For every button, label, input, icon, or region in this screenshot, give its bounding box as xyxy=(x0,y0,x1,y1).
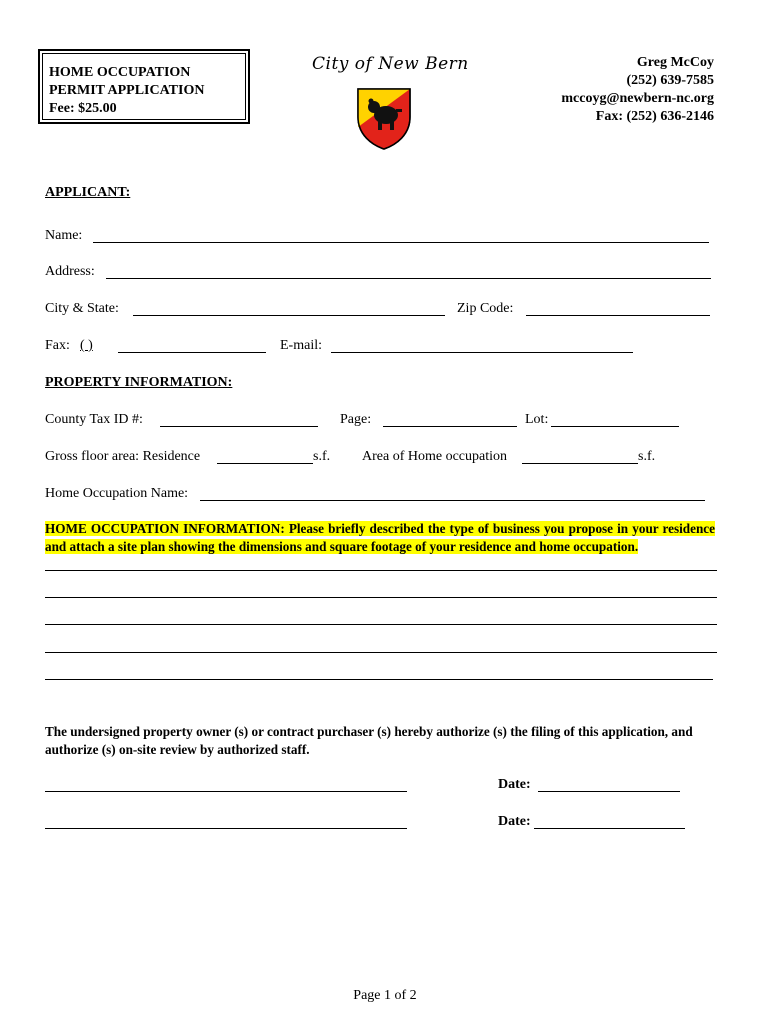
area-home-label: Area of Home occupation xyxy=(362,449,507,464)
form-fee: Fee: $25.00 xyxy=(49,101,117,116)
zip-field[interactable] xyxy=(526,315,710,316)
description-line-3[interactable] xyxy=(45,624,717,625)
page-number: Page 1 of 2 xyxy=(353,988,417,1003)
home-occ-name-field[interactable] xyxy=(200,500,705,501)
name-label: Name: xyxy=(45,228,83,243)
fax-area-code: ( ) xyxy=(80,338,93,353)
home-occupation-info xyxy=(45,520,715,556)
email-label: E-mail: xyxy=(280,338,322,353)
form-title-line-1: HOME OCCUPATION xyxy=(49,65,191,80)
contact-block xyxy=(561,54,714,126)
title-box xyxy=(38,49,250,124)
contact-phone: (252) 639-7585 xyxy=(626,73,714,88)
fax-label: Fax: xyxy=(45,338,70,353)
page-label: Page: xyxy=(340,412,372,427)
contact-name: Greg McCoy xyxy=(636,55,714,70)
name-field[interactable] xyxy=(93,242,709,243)
applicant-heading: APPLICANT: xyxy=(45,185,131,200)
city-seal-shield-icon xyxy=(356,87,412,151)
date-label-1: Date: xyxy=(498,777,531,792)
address-field[interactable] xyxy=(106,278,711,279)
lot-field[interactable] xyxy=(551,426,679,427)
description-line-4[interactable] xyxy=(45,652,717,653)
gross-floor-label: Gross floor area: Residence xyxy=(45,449,201,464)
signature-line-2[interactable] xyxy=(45,828,407,829)
email-field[interactable] xyxy=(331,352,633,353)
form-title-line-2: PERMIT APPLICATION xyxy=(49,83,205,98)
date-field-2[interactable] xyxy=(534,828,685,829)
zip-label: Zip Code: xyxy=(457,301,514,316)
contact-email: mccoyg@newbern-nc.org xyxy=(561,91,714,106)
signature-line-1[interactable] xyxy=(45,791,407,792)
date-label-2: Date: xyxy=(498,814,531,829)
address-label: Address: xyxy=(45,264,95,279)
page-field[interactable] xyxy=(383,426,517,427)
tax-id-field[interactable] xyxy=(160,426,318,427)
fax-field[interactable] xyxy=(118,352,266,353)
date-field-1[interactable] xyxy=(538,791,680,792)
city-state-field[interactable] xyxy=(133,315,445,316)
sf-unit-1: s.f. xyxy=(313,449,331,464)
description-line-2[interactable] xyxy=(45,597,717,598)
authorization-text: The undersigned property owner (s) or contract purchaser (s) hereby authorize (s) the filing of this application, and authorize (s) on-site review by authorized staff. xyxy=(45,724,693,757)
description-line-1[interactable] xyxy=(45,570,717,571)
property-heading: PROPERTY INFORMATION: xyxy=(45,375,233,390)
home-occ-name-label: Home Occupation Name: xyxy=(45,486,189,501)
sf-unit-2: s.f. xyxy=(638,449,656,464)
tax-id-label: County Tax ID #: xyxy=(45,412,143,427)
gross-floor-field[interactable] xyxy=(217,463,313,464)
lot-label: Lot: xyxy=(525,412,549,427)
city-name: City of New Bern xyxy=(312,54,469,74)
contact-fax: Fax: (252) 636-2146 xyxy=(595,109,714,124)
area-home-field[interactable] xyxy=(522,463,638,464)
home-occupation-info-text: HOME OCCUPATION INFORMATION: Please briefly described the type of business you propose in your residence and attach a site plan showing the dimensions and square footage of your residence and home occupation. xyxy=(45,521,715,554)
description-line-5[interactable] xyxy=(45,679,713,680)
city-state-label: City & State: xyxy=(45,301,119,316)
